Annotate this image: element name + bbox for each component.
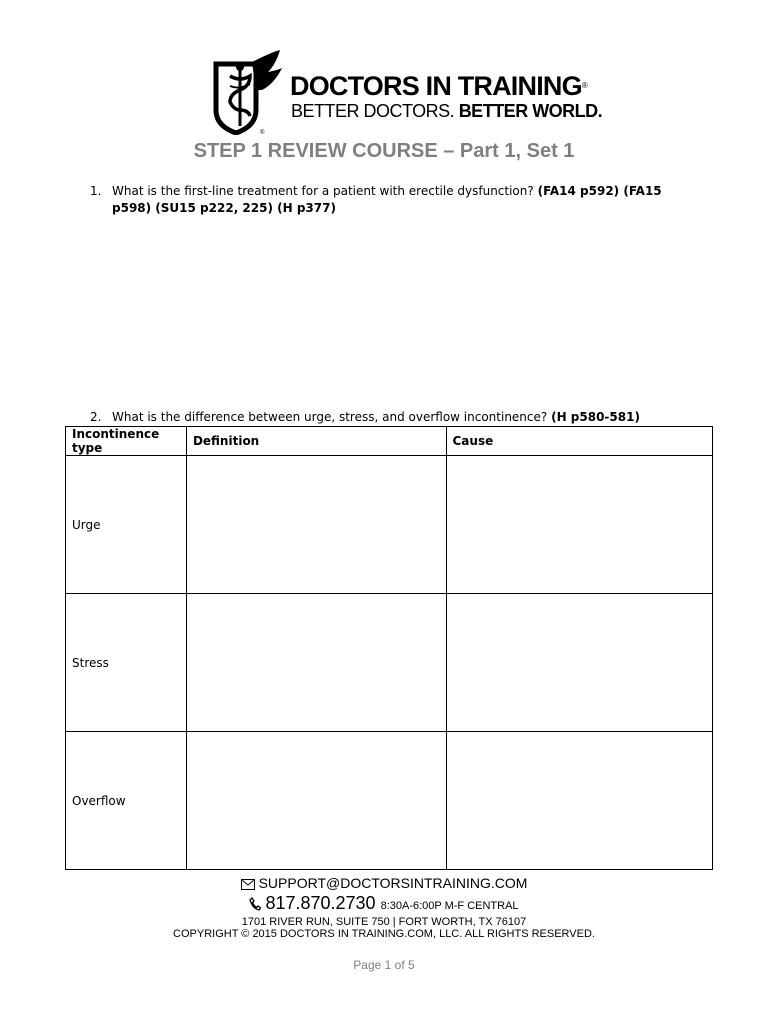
definition-cell	[186, 732, 446, 870]
brand-name: DOCTORS IN TRAINING®	[290, 71, 587, 101]
row-label-overflow: Overflow	[66, 732, 187, 870]
column-header-type: Incontinence type	[66, 427, 187, 456]
email-link[interactable]: SUPPORT@DOCTORSINTRAINING.COM	[258, 875, 528, 891]
table-row	[66, 594, 713, 732]
row-label-stress: Stress	[66, 594, 187, 732]
question-1	[90, 183, 700, 217]
row-label-urge: Urge	[66, 456, 187, 594]
brand-logo	[212, 50, 603, 135]
question-number: 1.	[90, 184, 102, 198]
cause-cell	[446, 594, 713, 732]
page-number: Page 1 of 5	[353, 958, 415, 972]
office-hours: 8:30A-6:00P M-F CENTRAL	[380, 900, 519, 912]
table-header-row	[66, 427, 713, 456]
footer-phone	[0, 893, 768, 914]
envelope-icon	[241, 879, 255, 890]
footer-email	[0, 875, 768, 891]
footer-address: 1701 RIVER RUN, SUITE 750 | FORT WORTH, TX 76107	[241, 916, 527, 928]
brand-tagline: BETTER DOCTORS. BETTER WORLD.	[291, 101, 603, 121]
definition-cell	[186, 456, 446, 594]
cause-cell	[446, 456, 713, 594]
incontinence-table	[65, 426, 713, 870]
caduceus-shield-icon	[212, 50, 284, 135]
question-text: What is the first-line treatment for a patient with erectile dysfunction?	[112, 184, 538, 198]
footer-copyright: COPYRIGHT © 2015 DOCTORS IN TRAINING.COM, LLC. ALL RIGHTS RESERVED.	[173, 928, 595, 940]
table-row	[66, 732, 713, 870]
table-row	[66, 456, 713, 594]
phone-number: 817.870.2730	[265, 893, 376, 913]
column-header-definition: Definition	[186, 427, 446, 456]
cause-cell	[446, 732, 713, 870]
question-text: What is the difference between urge, stress, and overflow incontinence?	[112, 410, 552, 424]
question-references: (H p580-581)	[551, 410, 640, 424]
svg-text:®: ®	[260, 130, 265, 135]
question-2	[90, 409, 700, 426]
definition-cell	[186, 594, 446, 732]
phone-icon	[249, 897, 261, 911]
question-references: (FA14 p592) (FA15 p598) (SU15 p222, 225) (H p377)	[112, 184, 662, 215]
page-title: STEP 1 REVIEW COURSE – Part 1, Set 1	[193, 140, 575, 162]
question-number: 2.	[90, 410, 102, 424]
column-header-cause: Cause	[446, 427, 713, 456]
